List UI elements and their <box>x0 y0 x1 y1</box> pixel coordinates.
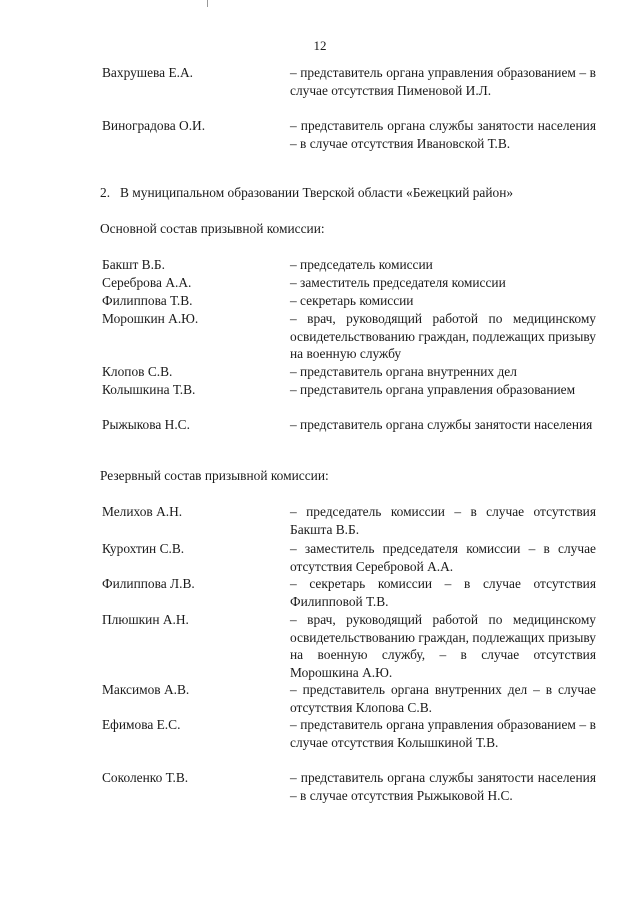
member-role: – секретарь комиссии – в случае отсутствия Филипповой Т.В. <box>290 576 596 609</box>
member-name: Морошкин А.Ю. <box>102 311 199 326</box>
member-name: Максимов А.В. <box>102 682 190 697</box>
main-composition-heading: Основной состав призывной комиссии: <box>100 221 325 236</box>
member-role: – представитель органа службы занятости населения – в случае отсутствия Рыжыковой Н.С. <box>290 770 596 803</box>
member-name: Клопов С.В. <box>102 364 173 379</box>
member-role: – представитель органа управления образованием – в случае отсутствия Колышкиной Т.В. <box>290 717 596 750</box>
member-name: Плюшкин А.Н. <box>102 612 189 627</box>
member-name: Сереброва А.А. <box>102 275 192 290</box>
member-role: – председатель комиссии – в случае отсутствия Бакшта В.Б. <box>290 504 596 537</box>
member-role: – секретарь комиссии <box>290 293 414 308</box>
member-name: Ефимова Е.С. <box>102 717 181 732</box>
member-role: – представитель органа службы занятости населения – в случае отсутствия Ивановской Т.В. <box>290 118 596 151</box>
member-name: Филиппова Л.В. <box>102 576 195 591</box>
member-name: Филиппова Т.В. <box>102 293 193 308</box>
member-name: Рыжыкова Н.С. <box>102 417 190 432</box>
section-number: 2. <box>100 185 111 200</box>
member-role: – врач, руководящий работой по медицинскому освидетельствованию граждан, подлежащих призыву на военную службу, – в случае отсутствия Морошкина А.Ю. <box>290 612 596 680</box>
member-role: – врач, руководящий работой по медицинскому освидетельствованию граждан, подлежащих призыву на военную службу <box>290 311 596 361</box>
scan-mark <box>207 0 208 7</box>
member-role: – представитель органа службы занятости населения <box>290 417 593 432</box>
member-role: – представитель органа управления образованием – в случае отсутствия Пименовой И.Л. <box>290 65 596 98</box>
page-number: 12 <box>313 38 327 53</box>
member-role: – заместитель председателя комиссии <box>290 275 506 290</box>
member-name: Виноградова О.И. <box>102 118 206 133</box>
member-name: Вахрушева Е.А. <box>102 65 194 80</box>
reserve-composition-heading: Резервный состав призывной комиссии: <box>100 468 329 483</box>
member-role: – представитель органа внутренних дел <box>290 364 517 379</box>
section-heading <box>100 184 513 202</box>
member-name: Бакшт В.Б. <box>102 257 165 272</box>
member-name: Колышкина Т.В. <box>102 382 196 397</box>
member-role: – заместитель председателя комиссии – в случае отсутствия Серебровой А.А. <box>290 541 596 574</box>
section-title: В муниципальном образовании Тверской области «Бежецкий район» <box>120 185 514 200</box>
member-name: Курохтин С.В. <box>102 541 185 556</box>
member-role: – председатель комиссии <box>290 257 433 272</box>
member-name: Соколенко Т.В. <box>102 770 189 785</box>
member-role: – представитель органа управления образованием <box>290 382 576 397</box>
member-name: Мелихов А.Н. <box>102 504 183 519</box>
member-role: – представитель органа внутренних дел – в случае отсутствия Клопова С.В. <box>290 682 596 715</box>
